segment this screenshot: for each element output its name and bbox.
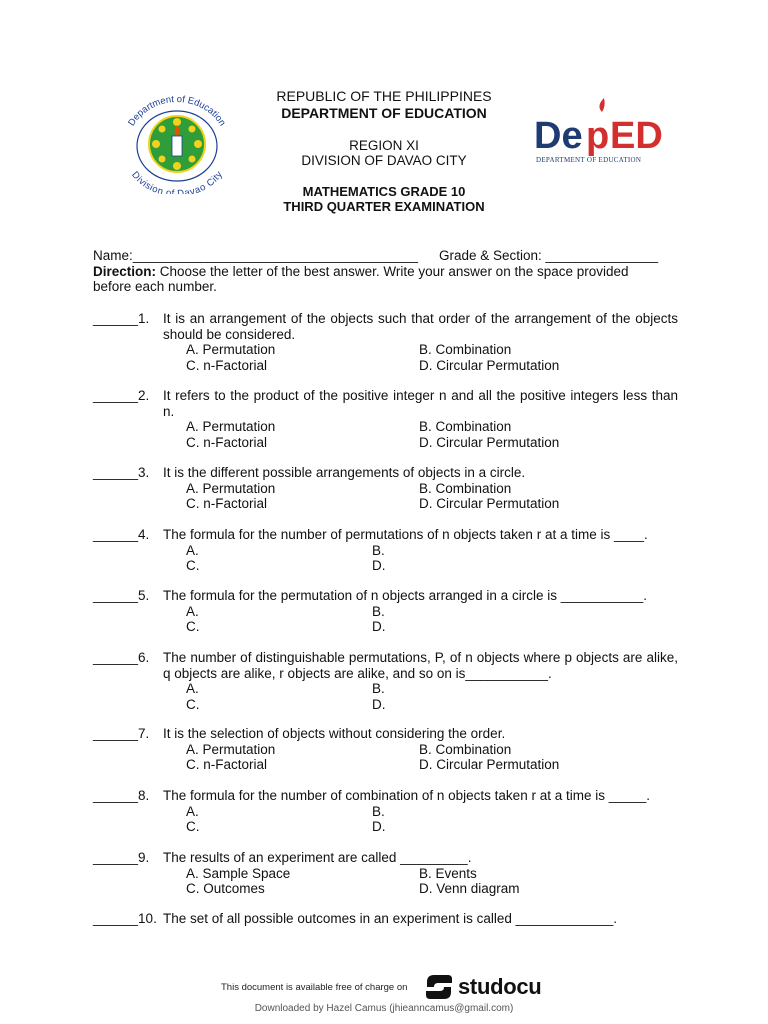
- answer-blank[interactable]: ______8.: [93, 788, 150, 803]
- header-subject: MATHEMATICS GRADE 10: [302, 184, 466, 199]
- option-b: B. Events: [419, 865, 477, 881]
- question-4: [93, 527, 678, 574]
- option-d: D.: [372, 696, 386, 712]
- answer-blank[interactable]: ______6.: [93, 650, 150, 665]
- option-d: D. Circular Permutation: [419, 496, 560, 511]
- answer-blank[interactable]: ______9.: [93, 850, 150, 865]
- footer-available-text: This document is available free of charge on: [221, 982, 408, 993]
- svg-text:ED: ED: [610, 115, 663, 157]
- option-a: A. Permutation: [186, 342, 276, 357]
- option-a: A.: [186, 803, 199, 819]
- svg-text:p: p: [586, 115, 610, 157]
- option-c: C. Outcomes: [186, 881, 265, 896]
- option-a: A. Permutation: [186, 419, 276, 434]
- question-text: It refers to the product of the positive integer n and all the positive integers less than n.: [163, 388, 678, 419]
- question-3: [93, 465, 678, 512]
- answer-blank[interactable]: ______5.: [93, 588, 150, 603]
- question-2: [93, 388, 678, 450]
- svg-text:De: De: [534, 115, 583, 157]
- question-10: [93, 911, 678, 927]
- option-b: B. Combination: [419, 741, 512, 757]
- question-text: The number of distinguishable permutations, P, of n objects where p objects are alike, q objects are alike, r objects are alike, and so on is___________.: [163, 650, 678, 681]
- answer-blank[interactable]: ______10.: [93, 911, 157, 926]
- option-c: C.: [186, 696, 200, 712]
- option-c: C. n-Factorial: [186, 496, 268, 511]
- option-a: A. Permutation: [186, 741, 276, 757]
- question-8: [93, 788, 678, 835]
- question-text: The set of all possible outcomes in an experiment is called _____________.: [163, 911, 618, 926]
- question-5: [93, 588, 678, 635]
- option-d: D.: [372, 619, 386, 634]
- option-b: B.: [372, 803, 385, 819]
- direction-text-cont: before each number.: [93, 279, 217, 294]
- direction-text: Choose the letter of the best answer. Write your answer on the space provided: [156, 264, 629, 279]
- header-department: DEPARTMENT OF EDUCATION: [281, 105, 487, 121]
- question-text: It is the different possible arrangements of objects in a circle.: [163, 465, 526, 480]
- option-b: B. Combination: [419, 480, 512, 496]
- grade-section-field[interactable]: Grade & Section: _______________: [439, 248, 659, 263]
- question-text: It is an arrangement of the objects such that order of the arrangement of the objects should be considered.: [163, 311, 678, 342]
- answer-blank[interactable]: ______3.: [93, 465, 150, 480]
- option-a: A.: [186, 603, 199, 619]
- question-text: The results of an experiment are called _________.: [163, 850, 472, 865]
- option-c: C.: [186, 819, 200, 834]
- header-exam-title: THIRD QUARTER EXAMINATION: [283, 199, 485, 214]
- option-d: D. Circular Permutation: [419, 357, 560, 373]
- header-republic: REPUBLIC OF THE PHILIPPINES: [276, 88, 492, 104]
- deped-subtitle: DEPARTMENT OF EDUCATION: [536, 156, 642, 164]
- answer-blank[interactable]: ______4.: [93, 527, 150, 542]
- question-text: The formula for the number of permutations of n objects taken r at a time is ____.: [163, 527, 648, 542]
- seal-bottom-text: Division of Davao City: [129, 169, 225, 194]
- option-d: D.: [372, 819, 386, 834]
- downloaded-by: Downloaded by Hazel Camus (jhieanncamus@gmail.com): [254, 1003, 514, 1014]
- directions: [93, 264, 629, 280]
- option-c: C. n-Factorial: [186, 357, 268, 373]
- question-6: [93, 650, 678, 712]
- direction-label: Direction:: [93, 264, 157, 279]
- option-b: B. Combination: [419, 342, 512, 357]
- name-field[interactable]: Name:______________________________________: [93, 248, 419, 263]
- header-division: DIVISION OF DAVAO CITY: [301, 153, 467, 168]
- option-b: B. Combination: [419, 419, 512, 434]
- option-d: D.: [372, 558, 386, 573]
- option-a: A. Sample Space: [186, 865, 291, 881]
- option-b: B.: [372, 681, 385, 696]
- seal-top-text: Department of Education: [126, 93, 228, 129]
- question-text: The formula for the number of combination of n objects taken r at a time is _____.: [163, 788, 651, 803]
- option-c: C. n-Factorial: [186, 757, 268, 772]
- studocu-icon: [424, 972, 454, 1002]
- question-1: [93, 311, 678, 373]
- option-a: A.: [186, 681, 199, 696]
- question-text: The formula for the permutation of n objects arranged in a circle is ___________.: [163, 588, 648, 603]
- answer-blank[interactable]: ______1.: [93, 311, 150, 326]
- option-a: A. Permutation: [186, 480, 276, 496]
- question-text: It is the selection of objects without considering the order.: [163, 726, 506, 741]
- header-region: REGION XI: [349, 138, 419, 153]
- option-c: C. n-Factorial: [186, 434, 268, 450]
- option-b: B.: [372, 603, 385, 619]
- studocu-wordmark: studocu: [458, 974, 542, 999]
- studocu-logo[interactable]: [424, 972, 541, 1002]
- option-b: B.: [372, 542, 385, 558]
- question-7: [93, 726, 678, 773]
- option-d: D. Circular Permutation: [419, 434, 560, 450]
- option-a: A.: [186, 542, 199, 558]
- option-c: C.: [186, 558, 200, 573]
- option-d: D. Venn diagram: [419, 881, 520, 896]
- question-9: [93, 850, 678, 897]
- answer-blank[interactable]: ______2.: [93, 388, 150, 403]
- option-c: C.: [186, 619, 200, 634]
- option-d: D. Circular Permutation: [419, 757, 560, 772]
- answer-blank[interactable]: ______7.: [93, 726, 150, 741]
